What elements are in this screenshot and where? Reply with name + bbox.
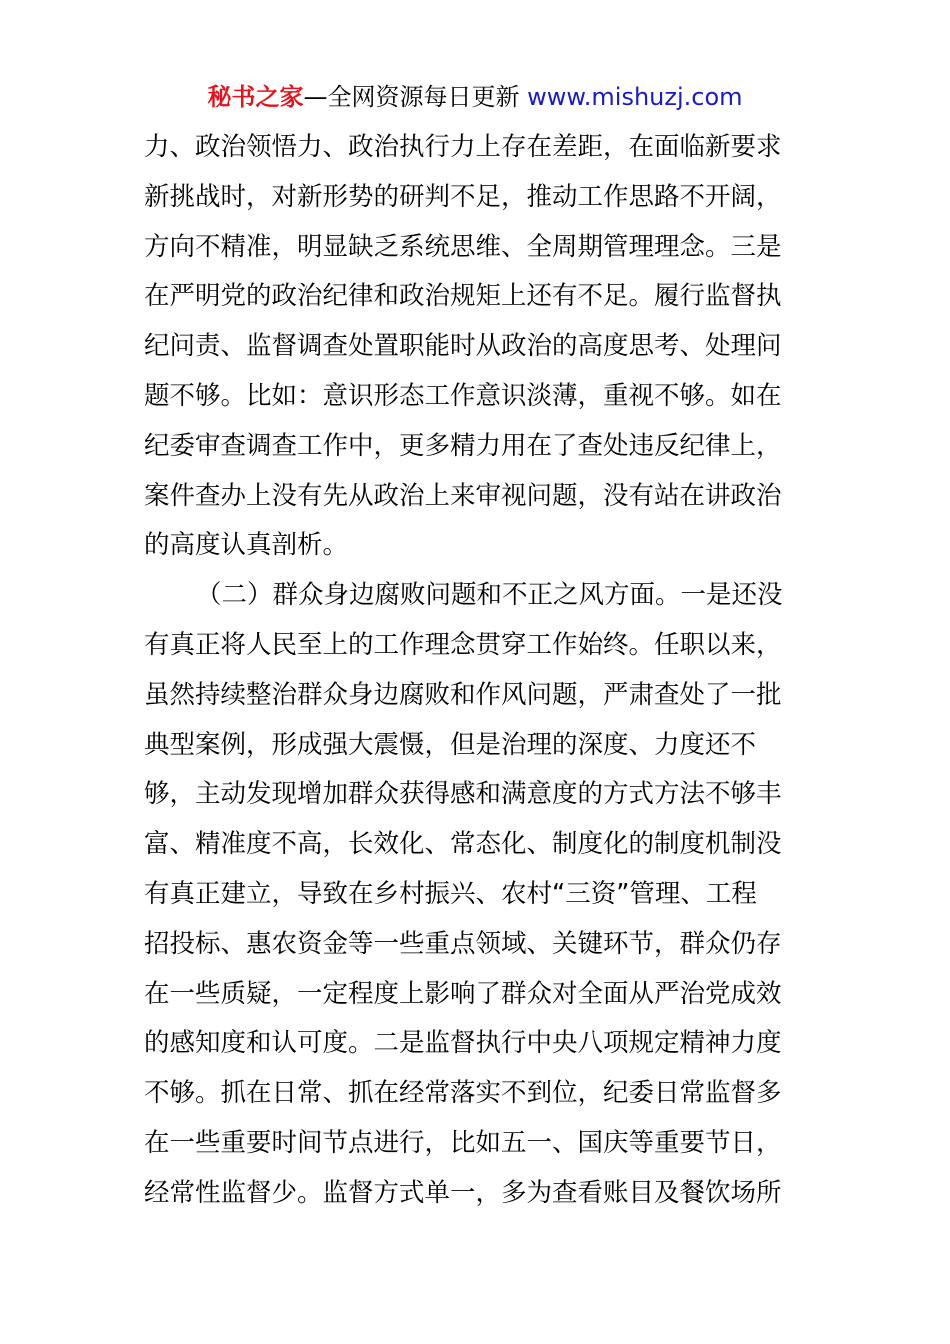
document-body xyxy=(144,123,806,1219)
text-line: 有真正将人民至上的工作理念贯穿工作始终。任职以来， xyxy=(144,629,782,660)
brand-name: 秘书之家 xyxy=(207,83,304,111)
text-line: 纪委审查调查工作中，更多精力用在了查处违反纪律上， xyxy=(144,430,782,461)
text-line: 题不够。比如：意识形态工作意识淡薄，重视不够。如在 xyxy=(144,380,782,411)
text-line: 在严明党的政治纪律和政治规矩上还有不足。履行监督执 xyxy=(144,281,782,312)
text-line: 在一些重要时间节点进行，比如五一、国庆等重要节日， xyxy=(144,1127,782,1158)
text-line: 的高度认真剖析。 xyxy=(144,530,349,561)
text-line: 招投标、惠农资金等一些重点领域、关键环节，群众仍存 xyxy=(144,928,782,959)
header-tagline: —全网资源每日更新 xyxy=(303,83,528,111)
text-line: 虽然持续整治群众身边腐败和作风问题，严肃查处了一批 xyxy=(144,679,782,710)
section-heading-line: （二）群众身边腐败问题和不正之风方面。一是还没 xyxy=(196,580,783,611)
text-line: 在一些质疑，一定程度上影响了群众对全面从严治党成效 xyxy=(144,978,782,1009)
text-line: 够，主动发现增加群众获得感和满意度的方式方法不够丰 xyxy=(144,779,782,810)
text-line: 不够。抓在日常、抓在经常落实不到位，纪委日常监督多 xyxy=(144,1078,782,1109)
text-line: 经常性监督少。监督方式单一，多为查看账目及餐饮场所 xyxy=(144,1177,782,1208)
text-line: 方向不精准，明显缺乏系统思维、全周期管理理念。三是 xyxy=(144,231,782,262)
site-url-link[interactable]: www.mishuzj.com xyxy=(527,83,743,111)
text-line: 典型案例，形成强大震慑，但是治理的深度、力度还不 xyxy=(144,729,757,760)
text-line: 富、精准度不高，长效化、常态化、制度化的制度机制没 xyxy=(144,829,782,860)
text-line: 案件查办上没有先从政治上来审视问题，没有站在讲政治 xyxy=(144,480,782,511)
text-line: 新挑战时，对新形势的研判不足，推动工作思路不开阔， xyxy=(144,181,782,212)
text-line: 有真正建立，导致在乡村振兴、农村“三资”管理、工程 xyxy=(144,878,757,909)
text-line: 的感知度和认可度。二是监督执行中央八项规定精神力度 xyxy=(144,1028,782,1059)
site-header xyxy=(0,80,950,114)
text-line: 纪问责、监督调查处置职能时从政治的高度思考、处理问 xyxy=(144,331,782,362)
text-line: 力、政治领悟力、政治执行力上存在差距，在面临新要求 xyxy=(144,132,782,162)
